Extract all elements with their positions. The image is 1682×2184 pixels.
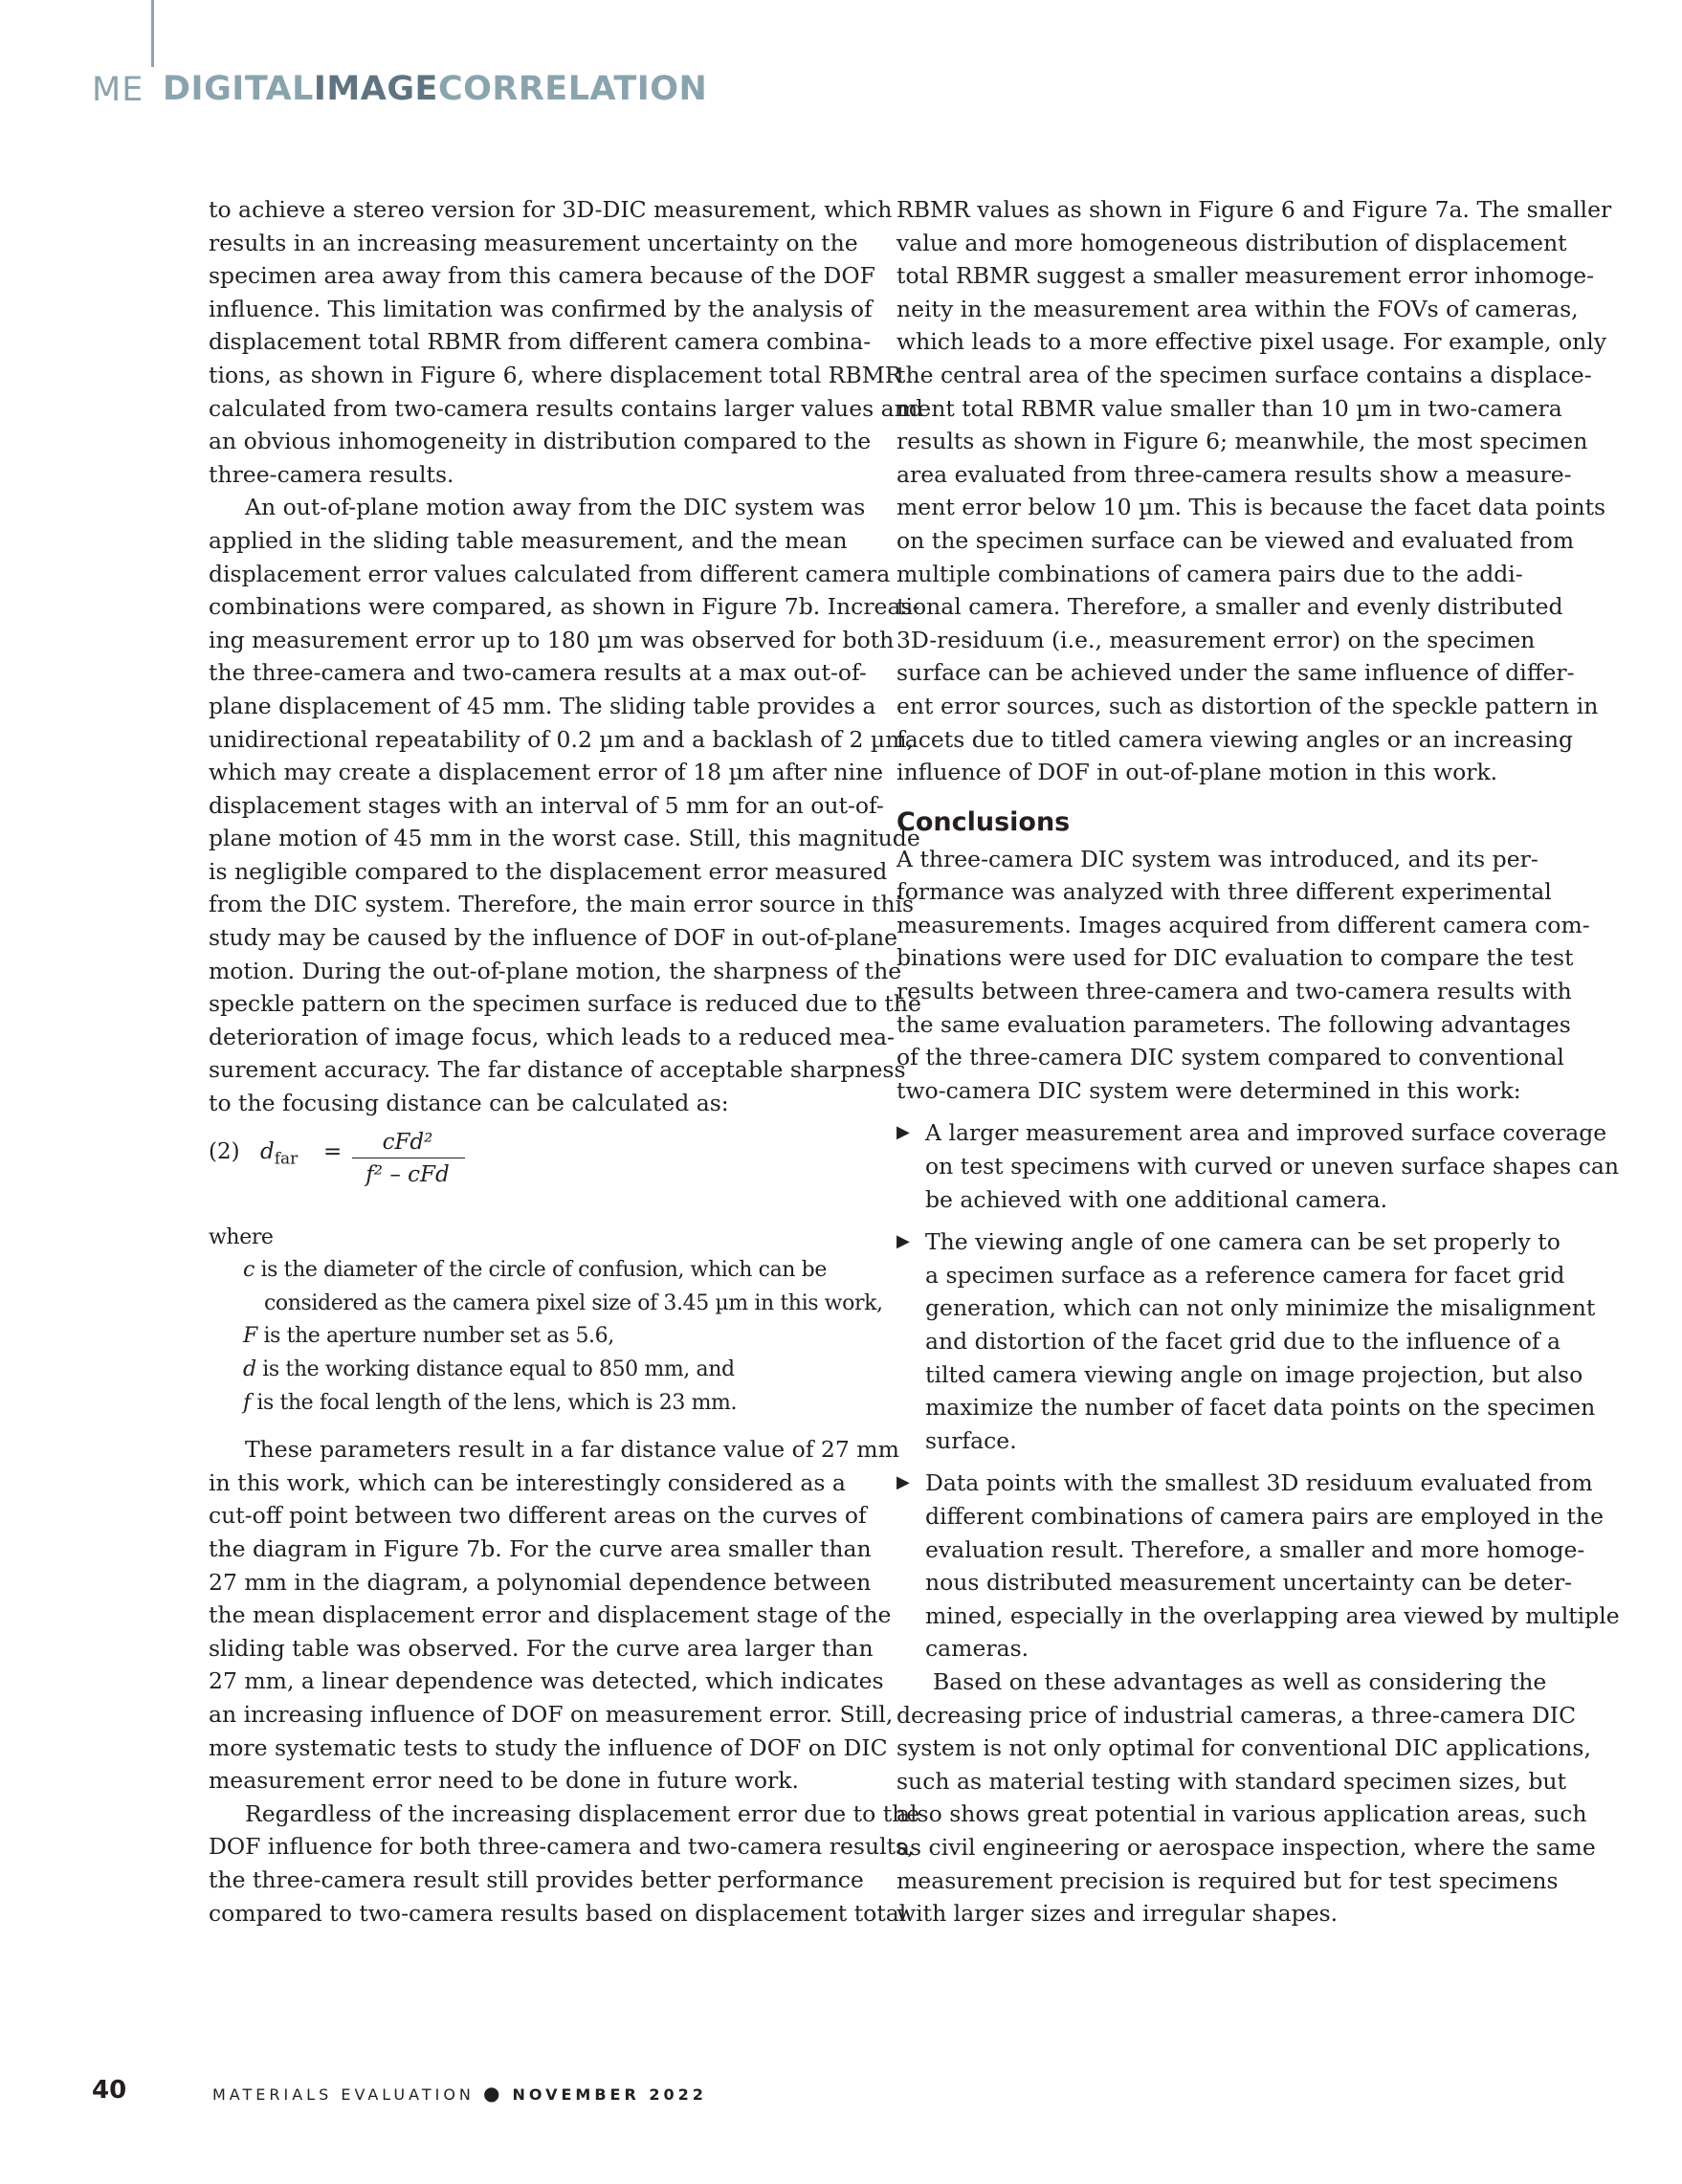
text-line: 27 mm in the diagram, a polynomial dependence between <box>209 1568 872 1596</box>
text-line: study may be caused by the influence of DOF in out-of-plane <box>209 924 898 952</box>
bullet-item <box>896 1225 1596 1457</box>
text-line: an obvious inhomogeneity in distribution compared to the <box>209 428 872 455</box>
page-number: 40 <box>92 2076 127 2105</box>
text-line: and distortion of the facet grid due to the influence of a <box>925 1328 1561 1355</box>
text-line: results in an increasing measurement uncertainty on the <box>209 229 858 256</box>
text-line: specimen area away from this camera because of the DOF <box>209 262 875 290</box>
definition-F <box>209 1320 897 1354</box>
header-title-correlation: CORRELATION <box>437 70 708 108</box>
text-line: tilted camera viewing angle on image projection, but also <box>925 1360 1583 1388</box>
text-line: surface. <box>925 1426 1017 1454</box>
text-line: a specimen surface as a reference camera for facet grid <box>925 1261 1565 1289</box>
bullet-item <box>896 1467 1620 1666</box>
text-line: plane displacement of 45 mm. The sliding table provides a <box>209 692 876 719</box>
text-line: maximize the number of facet data points on the specimen <box>925 1394 1596 1422</box>
paragraph <box>209 491 921 1119</box>
definition-symbol: f <box>243 1390 251 1415</box>
text-line: three-camera results. <box>209 460 454 488</box>
section-label: ME <box>92 71 144 109</box>
text-line: nous distributed measurement uncertainty can be deter- <box>925 1569 1573 1597</box>
text-line: the same evaluation parameters. The following advantages <box>896 1010 1571 1038</box>
text-line: measurement error need to be done in future work. <box>209 1767 800 1795</box>
text-line: which leads to a more effective pixel usage. For example, only <box>896 328 1607 356</box>
text-line: plane motion of 45 mm in the worst case. Still, this magnitude <box>209 825 920 852</box>
paragraph <box>896 1666 1596 1930</box>
equation-number: (2) <box>209 1138 240 1164</box>
text-line: an increasing influence of DOF on measurement error. Still, <box>209 1700 894 1728</box>
text-line: An out-of-plane motion away from the DIC system was <box>245 494 866 521</box>
text-line: evaluation result. Therefore, a smaller and more homoge- <box>925 1535 1585 1563</box>
text-line: generation, which can not only minimize the misalignment <box>925 1294 1596 1322</box>
text-line: tions, as shown in Figure 6, where displacement total RBMR <box>209 361 902 388</box>
text-line: two-camera DIC system were determined in this work: <box>896 1076 1521 1104</box>
text-line: results between three-camera and two-camera results with <box>896 978 1572 1005</box>
paragraph <box>896 843 1590 1108</box>
text-line: RBMR values as shown in Figure 6 and Figure 7a. The smaller <box>896 196 1612 223</box>
text-line: combinations were compared, as shown in Figure 7b. Increas- <box>209 593 920 621</box>
definition-text: is the focal length of the lens, which is 23 mm. <box>250 1390 738 1415</box>
text-line: displacement total RBMR from different camera combina- <box>209 328 872 356</box>
text-line: is negligible compared to the displacement error measured <box>209 857 888 885</box>
definition-text: is the diameter of the circle of confusion, which can be <box>254 1258 827 1283</box>
text-line: ment total RBMR value smaller than 10 µm in two-camera <box>896 394 1562 422</box>
triangle-bullet-icon: ▶ <box>896 1472 910 1493</box>
text-line: mined, especially in the overlapping area viewed by multiple <box>925 1601 1620 1629</box>
text-line: value and more homogeneous distribution of displacement <box>896 229 1567 256</box>
text-line: of the three-camera DIC system compared to conventional <box>896 1044 1564 1071</box>
header-divider <box>151 0 154 67</box>
text-line: sliding table was observed. For the curve area larger than <box>209 1634 874 1662</box>
text-line: system is not only optimal for conventional DIC applications, <box>896 1734 1591 1762</box>
text-line: binations were used for DIC evaluation to compare the test <box>896 944 1574 972</box>
text-line: on test specimens with curved or uneven surface shapes can <box>925 1153 1620 1180</box>
triangle-bullet-icon: ▶ <box>896 1231 910 1252</box>
text-line: the diagram in Figure 7b. For the curve area smaller than <box>209 1534 872 1562</box>
text-line: decreasing price of industrial cameras, a three-camera DIC <box>896 1701 1577 1729</box>
equation-lhs-symbol: d <box>260 1138 275 1164</box>
text-line: from the DIC system. Therefore, the main error source in this <box>209 891 915 918</box>
left-column <box>209 193 923 1930</box>
text-line: 27 mm, a linear dependence was detected, which indicates <box>209 1667 884 1695</box>
text-line: results as shown in Figure 6; meanwhile, the most specimen <box>896 428 1588 455</box>
text-line: A larger measurement area and improved surface coverage <box>925 1119 1607 1147</box>
text-line: total RBMR suggest a smaller measurement error inhomoge- <box>896 262 1595 290</box>
definition-d <box>209 1354 897 1387</box>
section-heading-conclusions: Conclusions <box>896 806 1071 837</box>
text-line: also shows great potential in various application areas, such <box>896 1800 1587 1828</box>
text-line: deterioration of image focus, which leads to a reduced mea- <box>209 1023 895 1050</box>
text-line: These parameters result in a far distance value of 27 mm <box>245 1436 899 1464</box>
journal-issue: NOVEMBER 2022 <box>512 2085 707 2104</box>
text-line: 3D-residuum (i.e., measurement error) on the specimen <box>896 626 1536 653</box>
text-line: such as material testing with standard specimen sizes, but <box>896 1767 1567 1795</box>
bullet-item <box>896 1116 1620 1216</box>
definition-symbol: c <box>243 1258 255 1283</box>
text-line: tional camera. Therefore, a smaller and evenly distributed <box>896 593 1563 621</box>
text-line: the three-camera result still provides better performance <box>209 1865 864 1893</box>
where-label: where <box>209 1224 274 1249</box>
text-line: calculated from two-camera results contains larger values and <box>209 394 923 422</box>
text-line: surface can be achieved under the same influence of differ- <box>896 659 1575 687</box>
paragraph <box>209 1433 897 1798</box>
definition-symbol: d <box>243 1357 256 1381</box>
text-line: unidirectional repeatability of 0.2 µm and a backlash of 2 µm, <box>209 725 914 753</box>
equation-numerator: cFd² <box>382 1129 433 1155</box>
running-header-title <box>163 70 707 108</box>
text-line: speckle pattern on the specimen surface is reduced due to the <box>209 990 921 1018</box>
text-line: the central area of the specimen surface contains a displace- <box>896 361 1592 388</box>
definition-c-continued: considered as the camera pixel size of 3.45 µm in this work, <box>264 1291 883 1315</box>
journal-name: MATERIALS EVALUATION <box>212 2085 475 2104</box>
text-line: ment error below 10 µm. This is because the facet data points <box>896 494 1606 521</box>
text-line: motion. During the out-of-plane motion, the sharpness of the <box>209 957 902 984</box>
text-line: Based on these advantages as well as considering the <box>933 1667 1547 1695</box>
text-line: the three-camera and two-camera results at a max out-of- <box>209 659 867 687</box>
paragraph <box>896 193 1612 789</box>
text-line: measurement precision is required but for test specimens <box>896 1866 1559 1894</box>
text-line: ing measurement error up to 180 µm was observed for both <box>209 626 895 653</box>
text-line: surement accuracy. The far distance of acceptable sharpness <box>209 1056 906 1084</box>
text-line: Regardless of the increasing displacement error due to the <box>245 1799 920 1827</box>
text-line: as civil engineering or aerospace inspection, where the same <box>896 1833 1596 1861</box>
text-line: Data points with the smallest 3D residuum evaluated from <box>925 1469 1593 1497</box>
definition-c <box>209 1254 897 1288</box>
text-line: ent error sources, such as distortion of the speckle pattern in <box>896 692 1599 719</box>
text-line: The viewing angle of one camera can be set properly to <box>925 1228 1560 1256</box>
text-line: formance was analyzed with three different experimental <box>896 878 1552 906</box>
text-line: in this work, which can be interestingly considered as a <box>209 1468 846 1496</box>
paragraph <box>209 1798 920 1930</box>
text-line: be achieved with one additional camera. <box>925 1185 1388 1213</box>
definition-f <box>209 1387 897 1421</box>
equation-2 <box>209 1130 897 1222</box>
text-line: DOF influence for both three-camera and two-camera results, <box>209 1833 915 1861</box>
text-line: with larger sizes and irregular shapes. <box>896 1900 1339 1928</box>
text-line: displacement stages with an interval of 5 mm for an out-of- <box>209 791 884 819</box>
text-line: applied in the sliding table measurement, and the mean <box>209 526 848 554</box>
header-title-image: IMAGE <box>313 70 438 108</box>
definition-symbol: F <box>243 1324 257 1349</box>
text-line: influence of DOF in out-of-plane motion in this work. <box>896 759 1498 786</box>
variable-definitions <box>209 1222 897 1421</box>
text-line: cut-off point between two different areas on the curves of <box>209 1502 867 1530</box>
definition-text: is the working distance equal to 850 mm, and <box>255 1357 735 1381</box>
text-line: facets due to titled camera viewing angles or an increasing <box>896 725 1574 753</box>
text-line: which may create a displacement error of 18 µm after nine <box>209 759 884 786</box>
text-line: the mean displacement error and displacement stage of the <box>209 1601 892 1629</box>
equation-lhs <box>260 1136 298 1176</box>
equation-lhs-subscript: far <box>274 1149 299 1169</box>
right-column <box>896 193 1620 1930</box>
definition-text: is the aperture number set as 5.6, <box>256 1324 614 1349</box>
text-line: cameras. <box>925 1635 1029 1663</box>
text-line: more systematic tests to study the influence of DOF on DIC <box>209 1733 888 1761</box>
paragraph <box>209 193 923 491</box>
footer-separator-icon: ● <box>482 2082 504 2105</box>
text-line: area evaluated from three-camera results show a measure- <box>896 460 1572 488</box>
text-line: multiple combinations of camera pairs due to the addi- <box>896 560 1523 587</box>
text-line: compared to two-camera results based on displacement total <box>209 1899 907 1927</box>
triangle-bullet-icon: ▶ <box>896 1122 910 1143</box>
text-line: influence. This limitation was confirmed by the analysis of <box>209 295 873 322</box>
text-line: A three-camera DIC system was introduced, and its per- <box>896 845 1538 872</box>
text-line: displacement error values calculated from different camera <box>209 560 891 587</box>
text-line: neity in the measurement area within the FOVs of cameras, <box>896 295 1579 322</box>
header-title-digital: DIGITAL <box>163 70 314 108</box>
text-line: to the focusing distance can be calculated as: <box>209 1090 729 1117</box>
text-line: measurements. Images acquired from different camera com- <box>896 911 1590 938</box>
equation-equals: = <box>323 1138 343 1164</box>
text-line: to achieve a stereo version for 3D-DIC measurement, which <box>209 196 893 223</box>
journal-footer <box>212 2082 707 2105</box>
text-line: different combinations of camera pairs are employed in the <box>925 1502 1604 1530</box>
equation-denominator: f² – cFd <box>365 1161 450 1187</box>
text-line: on the specimen surface can be viewed and evaluated from <box>896 526 1575 554</box>
